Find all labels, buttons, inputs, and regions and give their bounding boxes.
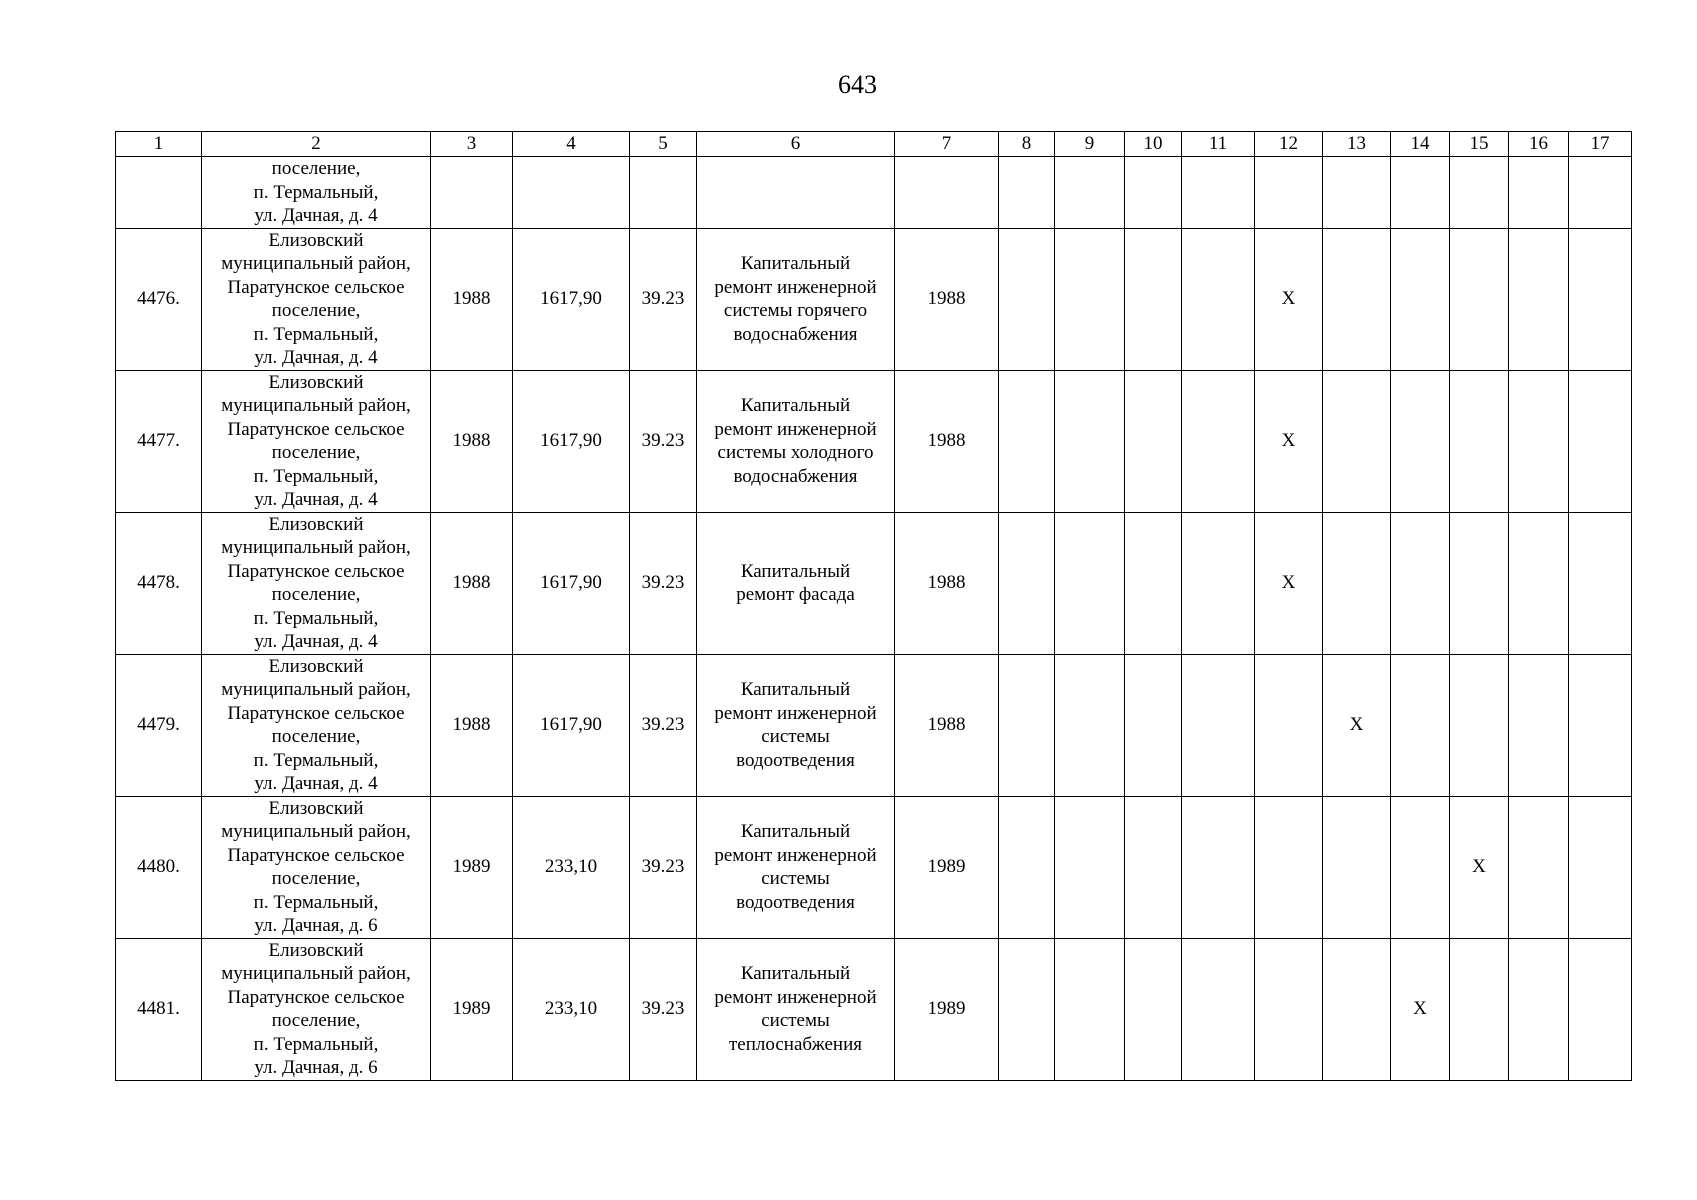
work-type-line: ремонт фасада — [736, 584, 855, 605]
empty-cell-col-8 — [999, 512, 1055, 654]
continuation-cell-col-8 — [999, 157, 1055, 229]
work-type-line: ремонт инженерной — [714, 418, 877, 440]
work-type-line: теплоснабжения — [729, 1033, 862, 1055]
address-line: поселение, — [271, 442, 361, 463]
code-cell: 39.23 — [630, 938, 697, 1080]
empty-cell-col-9 — [1055, 654, 1125, 796]
empty-cell-col-11 — [1182, 228, 1255, 370]
empty-cell-col-15 — [1450, 654, 1509, 796]
work-type-line: Капитальный — [740, 821, 851, 842]
empty-cell-col-8 — [999, 654, 1055, 796]
work-type-line: водоотведения — [736, 891, 855, 913]
column-number-1: 1 — [116, 132, 202, 157]
empty-cell-col-15 — [1450, 228, 1509, 370]
work-type-line: Капитальный — [740, 963, 851, 984]
row-number-cell: 4476. — [116, 228, 202, 370]
work-type-cell — [697, 654, 895, 796]
continuation-cell-col-9 — [1055, 157, 1125, 229]
work-type-line: системы — [761, 726, 830, 747]
empty-cell-col-10 — [1125, 938, 1182, 1080]
empty-cell-col-17 — [1569, 654, 1632, 796]
empty-cell-col-8 — [999, 938, 1055, 1080]
address-line: Паратунское сельское — [227, 560, 405, 582]
address-line: ул. Дачная, д. 4 — [254, 489, 378, 510]
empty-cell-col-13 — [1323, 512, 1391, 654]
empty-cell-col-16 — [1509, 938, 1569, 1080]
empty-cell-col-9 — [1055, 228, 1125, 370]
empty-cell-col-10 — [1125, 370, 1182, 512]
empty-cell-col-15 — [1450, 512, 1509, 654]
repair-schedule-table — [115, 131, 1632, 1081]
empty-cell-col-12 — [1255, 938, 1323, 1080]
col7-year-cell: 1989 — [895, 938, 999, 1080]
year-cell: 1988 — [431, 654, 513, 796]
table-body — [116, 132, 1632, 1081]
address-line: п. Термальный, — [253, 465, 379, 487]
work-type-cell — [697, 938, 895, 1080]
mark-cell-col-12: X — [1255, 370, 1323, 512]
address-line: п. Термальный, — [253, 181, 379, 203]
address-line: ул. Дачная, д. 4 — [254, 347, 378, 368]
row-number-cell: 4480. — [116, 796, 202, 938]
address-line: Елизовский — [268, 797, 364, 819]
address-line: Елизовский — [268, 655, 364, 677]
col7-year-cell: 1988 — [895, 654, 999, 796]
empty-cell-col-8 — [999, 370, 1055, 512]
column-number-3: 3 — [431, 132, 513, 157]
continuation-cell-col-14 — [1391, 157, 1450, 229]
column-number-8: 8 — [999, 132, 1055, 157]
work-type-line: системы холодного — [717, 442, 874, 463]
mark-cell-col-13: X — [1323, 654, 1391, 796]
area-cell: 1617,90 — [513, 654, 630, 796]
code-cell: 39.23 — [630, 370, 697, 512]
column-number-row — [116, 132, 1632, 157]
table-row — [116, 370, 1632, 512]
continuation-cell-col-6 — [697, 157, 895, 229]
work-type-line: Капитальный — [740, 560, 851, 582]
year-cell: 1989 — [431, 938, 513, 1080]
empty-cell-col-12 — [1255, 796, 1323, 938]
address-line: Паратунское сельское — [227, 702, 405, 724]
table-row — [116, 512, 1632, 654]
work-type-line: Капитальный — [740, 679, 851, 700]
work-type-line: ремонт инженерной — [714, 276, 877, 298]
column-number-17: 17 — [1569, 132, 1632, 157]
continuation-cell-col-5 — [630, 157, 697, 229]
address-line: муниципальный район, — [221, 821, 411, 842]
table-row — [116, 938, 1632, 1080]
address-line: поселение, — [271, 868, 361, 889]
address-line: муниципальный район, — [221, 679, 411, 700]
continuation-row — [116, 157, 1632, 229]
continuation-cell-col-13 — [1323, 157, 1391, 229]
empty-cell-col-9 — [1055, 370, 1125, 512]
empty-cell-col-13 — [1323, 370, 1391, 512]
address-line: муниципальный район, — [221, 963, 411, 984]
empty-cell-col-8 — [999, 228, 1055, 370]
empty-cell-col-10 — [1125, 796, 1182, 938]
address-line: Паратунское сельское — [227, 276, 405, 298]
code-cell: 39.23 — [630, 796, 697, 938]
address-line: п. Термальный, — [253, 1033, 379, 1055]
address-line: п. Термальный, — [253, 607, 379, 629]
row-number-cell: 4478. — [116, 512, 202, 654]
address-line: муниципальный район, — [221, 537, 411, 558]
address-cell — [202, 938, 431, 1080]
year-cell: 1989 — [431, 796, 513, 938]
row-number-cell: 4477. — [116, 370, 202, 512]
address-line: Елизовский — [268, 371, 364, 393]
table-row — [116, 654, 1632, 796]
address-line: п. Термальный, — [253, 323, 379, 345]
year-cell: 1988 — [431, 370, 513, 512]
empty-cell-col-17 — [1569, 228, 1632, 370]
address-line: п. Термальный, — [253, 749, 379, 771]
empty-cell-col-11 — [1182, 654, 1255, 796]
work-type-cell — [697, 370, 895, 512]
address-line: Елизовский — [268, 229, 364, 251]
empty-cell-col-17 — [1569, 512, 1632, 654]
year-cell: 1988 — [431, 228, 513, 370]
empty-cell-col-10 — [1125, 228, 1182, 370]
col7-year-cell: 1988 — [895, 512, 999, 654]
work-type-cell — [697, 512, 895, 654]
empty-cell-col-14 — [1391, 654, 1450, 796]
row-number-cell: 4481. — [116, 938, 202, 1080]
address-line: ул. Дачная, д. 6 — [254, 915, 378, 936]
work-type-line: ремонт инженерной — [714, 702, 877, 724]
address-line: Паратунское сельское — [227, 844, 405, 866]
mark-cell-col-15: X — [1450, 796, 1509, 938]
empty-cell-col-17 — [1569, 938, 1632, 1080]
empty-cell-col-16 — [1509, 796, 1569, 938]
empty-cell-col-11 — [1182, 370, 1255, 512]
area-cell: 1617,90 — [513, 228, 630, 370]
empty-cell-col-15 — [1450, 938, 1509, 1080]
work-type-line: Капитальный — [740, 395, 851, 416]
continuation-cell-col-7 — [895, 157, 999, 229]
column-number-12: 12 — [1255, 132, 1323, 157]
continuation-cell-col-2 — [202, 157, 431, 229]
address-line: Елизовский — [268, 513, 364, 535]
empty-cell-col-10 — [1125, 654, 1182, 796]
code-cell: 39.23 — [630, 512, 697, 654]
empty-cell-col-14 — [1391, 796, 1450, 938]
empty-cell-col-9 — [1055, 796, 1125, 938]
empty-cell-col-17 — [1569, 370, 1632, 512]
page-number: 643 — [838, 70, 877, 99]
address-cell — [202, 654, 431, 796]
address-line: муниципальный район, — [221, 253, 411, 274]
empty-cell-col-13 — [1323, 938, 1391, 1080]
empty-cell-col-14 — [1391, 228, 1450, 370]
empty-cell-col-10 — [1125, 512, 1182, 654]
work-type-line: водоснабжения — [733, 465, 858, 487]
continuation-cell-col-15 — [1450, 157, 1509, 229]
address-cell — [202, 370, 431, 512]
continuation-cell-col-12 — [1255, 157, 1323, 229]
continuation-cell-col-11 — [1182, 157, 1255, 229]
code-cell: 39.23 — [630, 228, 697, 370]
table-row — [116, 796, 1632, 938]
address-line: муниципальный район, — [221, 395, 411, 416]
empty-cell-col-14 — [1391, 370, 1450, 512]
column-number-11: 11 — [1182, 132, 1255, 157]
code-cell: 39.23 — [630, 654, 697, 796]
column-number-10: 10 — [1125, 132, 1182, 157]
address-line: п. Термальный, — [253, 891, 379, 913]
column-number-15: 15 — [1450, 132, 1509, 157]
empty-cell-col-16 — [1509, 228, 1569, 370]
column-number-13: 13 — [1323, 132, 1391, 157]
address-line: Елизовский — [268, 939, 364, 961]
empty-cell-col-12 — [1255, 654, 1323, 796]
address-cell — [202, 512, 431, 654]
column-number-4: 4 — [513, 132, 630, 157]
continuation-cell-col-4 — [513, 157, 630, 229]
continuation-cell-col-16 — [1509, 157, 1569, 229]
empty-cell-col-16 — [1509, 654, 1569, 796]
work-type-line: водоснабжения — [733, 323, 858, 345]
work-type-cell — [697, 228, 895, 370]
empty-cell-col-8 — [999, 796, 1055, 938]
column-number-7: 7 — [895, 132, 999, 157]
address-line: Паратунское сельское — [227, 986, 405, 1008]
empty-cell-col-16 — [1509, 512, 1569, 654]
empty-cell-col-13 — [1323, 228, 1391, 370]
work-type-line: системы — [761, 868, 830, 889]
column-number-9: 9 — [1055, 132, 1125, 157]
col7-year-cell: 1988 — [895, 228, 999, 370]
col7-year-cell: 1988 — [895, 370, 999, 512]
address-line: поселение, — [271, 300, 361, 321]
empty-cell-col-9 — [1055, 512, 1125, 654]
column-number-6: 6 — [697, 132, 895, 157]
area-cell: 1617,90 — [513, 512, 630, 654]
continuation-cell-col-10 — [1125, 157, 1182, 229]
empty-cell-col-13 — [1323, 796, 1391, 938]
area-cell: 233,10 — [513, 938, 630, 1080]
continuation-cell-col-17 — [1569, 157, 1632, 229]
area-cell: 1617,90 — [513, 370, 630, 512]
address-line: поселение, — [271, 1010, 361, 1031]
address-line: поселение, — [271, 584, 361, 605]
work-type-cell — [697, 796, 895, 938]
mark-cell-col-12: X — [1255, 228, 1323, 370]
address-line: ул. Дачная, д. 6 — [254, 1057, 378, 1078]
work-type-line: ремонт инженерной — [714, 986, 877, 1008]
address-line: поселение, — [271, 726, 361, 747]
empty-cell-col-16 — [1509, 370, 1569, 512]
table-row — [116, 228, 1632, 370]
work-type-line: ремонт инженерной — [714, 844, 877, 866]
address-line: поселение, — [271, 158, 361, 179]
area-cell: 233,10 — [513, 796, 630, 938]
continuation-cell-col-3 — [431, 157, 513, 229]
col7-year-cell: 1989 — [895, 796, 999, 938]
empty-cell-col-14 — [1391, 512, 1450, 654]
year-cell: 1988 — [431, 512, 513, 654]
empty-cell-col-11 — [1182, 938, 1255, 1080]
work-type-line: системы горячего — [723, 300, 868, 321]
address-line: ул. Дачная, д. 4 — [254, 773, 378, 794]
work-type-line: Капитальный — [740, 253, 851, 274]
empty-cell-col-17 — [1569, 796, 1632, 938]
address-line: Паратунское сельское — [227, 418, 405, 440]
empty-cell-col-11 — [1182, 512, 1255, 654]
column-number-2: 2 — [202, 132, 431, 157]
work-type-line: системы — [761, 1010, 830, 1031]
mark-cell-col-12: X — [1255, 512, 1323, 654]
row-number-cell: 4479. — [116, 654, 202, 796]
column-number-14: 14 — [1391, 132, 1450, 157]
column-number-5: 5 — [630, 132, 697, 157]
address-line: ул. Дачная, д. 4 — [254, 205, 378, 226]
address-cell — [202, 228, 431, 370]
empty-cell-col-9 — [1055, 938, 1125, 1080]
address-line: ул. Дачная, д. 4 — [254, 631, 378, 652]
continuation-cell-col-1 — [116, 157, 202, 229]
address-cell — [202, 796, 431, 938]
mark-cell-col-14: X — [1391, 938, 1450, 1080]
empty-cell-col-15 — [1450, 370, 1509, 512]
column-number-16: 16 — [1509, 132, 1569, 157]
empty-cell-col-11 — [1182, 796, 1255, 938]
work-type-line: водоотведения — [736, 749, 855, 771]
